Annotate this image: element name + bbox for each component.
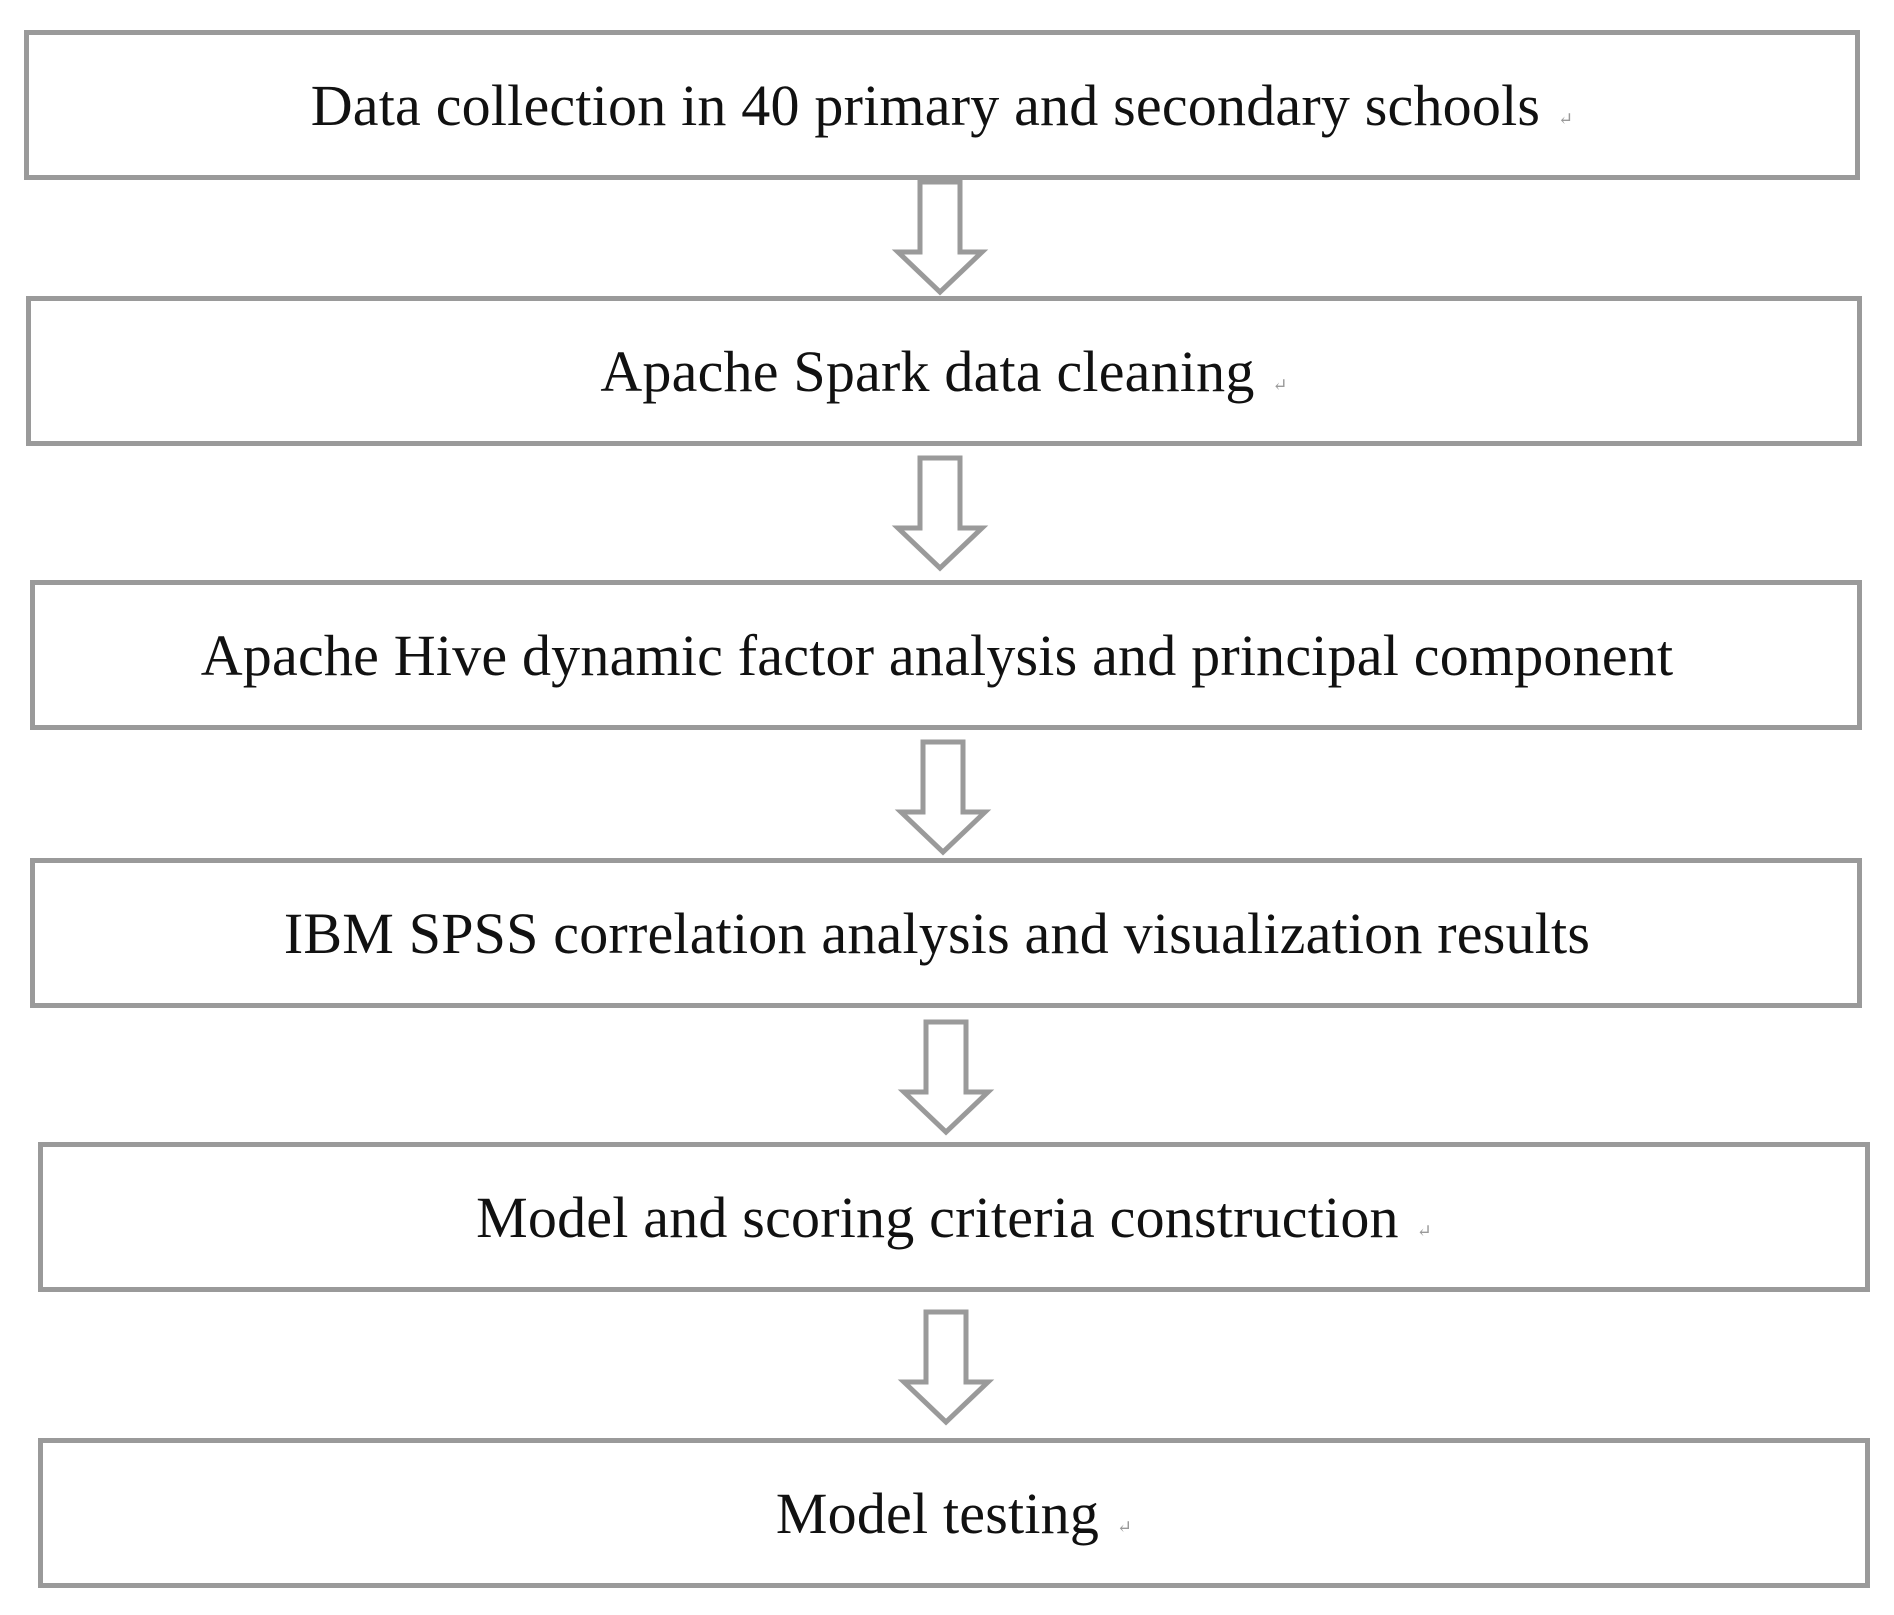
paragraph-mark-icon: ↵ [1117, 1516, 1133, 1537]
step-label: Apache Hive dynamic factor analysis and principal component [200, 622, 1674, 688]
down-arrow-icon [890, 456, 990, 574]
step-box-spss-correlation [30, 858, 1862, 1008]
step-label: Model testing [775, 1480, 1100, 1546]
step-box-spark-cleaning [26, 296, 1862, 446]
down-arrow-icon [896, 1310, 996, 1428]
down-arrow-icon [890, 180, 990, 298]
paragraph-mark-icon: ↵ [1558, 108, 1574, 129]
paragraph-mark-icon: ↵ [1272, 374, 1288, 395]
step-box-hive-analysis [30, 580, 1862, 730]
down-arrow-icon [896, 1020, 996, 1138]
paragraph-mark-icon: ↵ [1416, 1220, 1432, 1241]
step-label: Model and scoring criteria construction [476, 1184, 1399, 1250]
step-box-model-testing [38, 1438, 1870, 1588]
step-box-model-construction [38, 1142, 1870, 1292]
step-label: IBM SPSS correlation analysis and visualization results [283, 900, 1591, 966]
step-label: Apache Spark data cleaning [600, 338, 1255, 404]
down-arrow-icon [893, 740, 993, 858]
step-box-data-collection [24, 30, 1860, 180]
step-label: Data collection in 40 primary and secondary schools [310, 72, 1541, 138]
